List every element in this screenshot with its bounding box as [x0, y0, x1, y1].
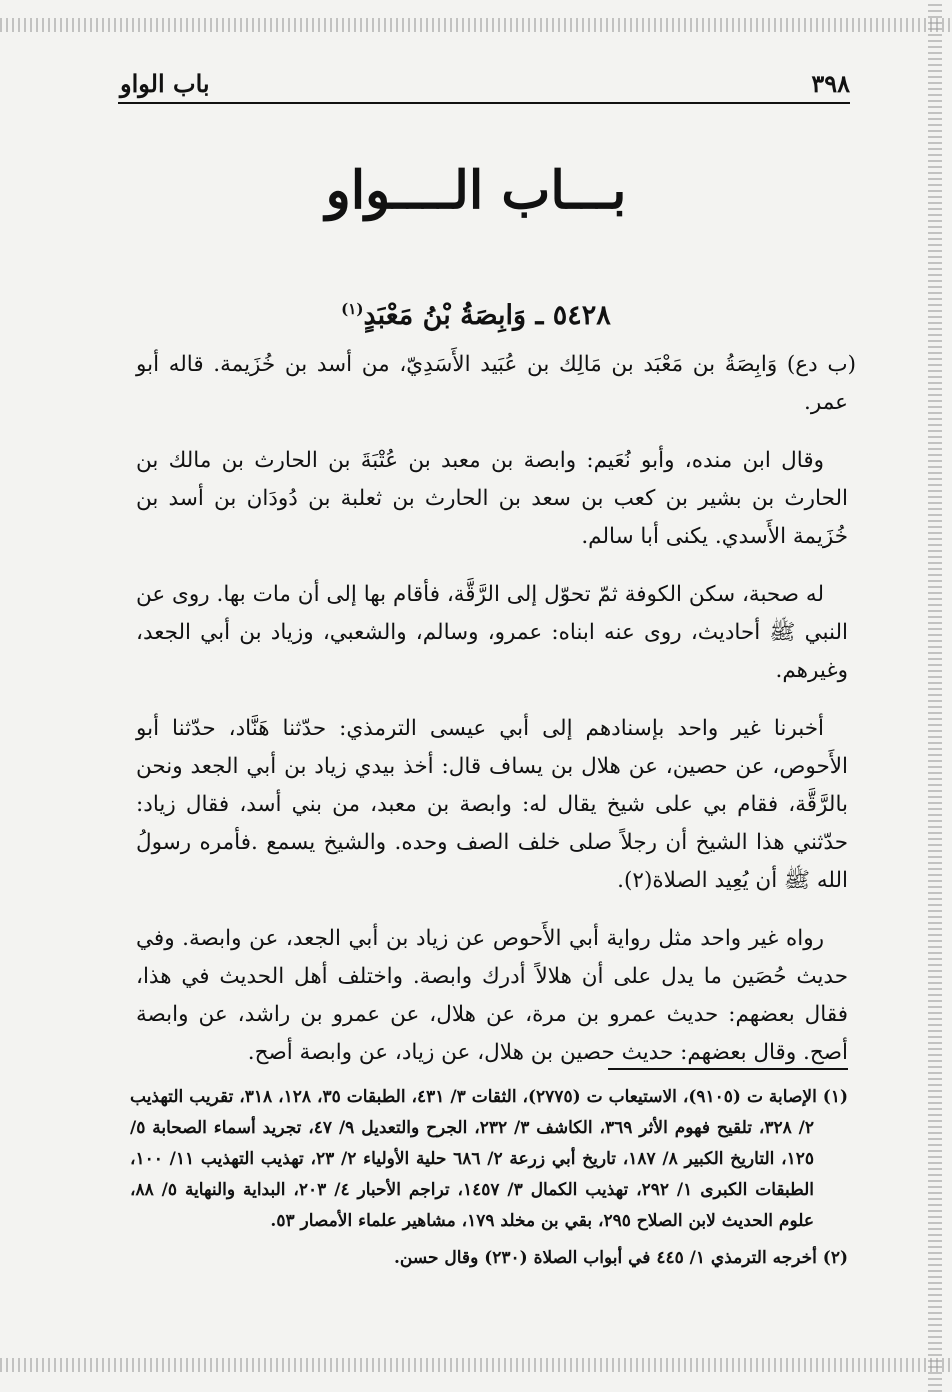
paragraph-3: له صحبة، سكن الكوفة ثمّ تحوّل إلى الرَّقَّة، فأقام بها إلى أن مات بها. روى عن النبي ﷺ أحاديث، روى عنه ابناه: عمرو، وسالم، والشعبي، وزياد بن أبي الجعد، وغيرهم.	[136, 582, 848, 683]
footnote-rule	[608, 1068, 848, 1070]
paragraph-2: وقال ابن منده، وأبو نُعَيم: وابصة بن معبد بن عُتْبَةَ بن الحارث بن مالك بن الحارث بن بشير بن كعب بن سعد بن الحارث بن ثعلبة بن دُودَان بن أسد بن خُزَيمة الأَسدي. يكنى أبا سالم.	[136, 448, 848, 549]
entry-title-footnote-ref: (١)	[341, 300, 364, 318]
paragraph-5: رواه غير واحد مثل رواية أبي الأَحوص عن زياد بن أبي الجعد، عن وابصة. وفي حديث حُصَين ما يدل على أن هلالاً أدرك وابصة. واختلف أهل الحديث في هذا، فقال بعضهم: حديث عمرو بن مرة، عن هلال، عن عمرو بن راشد، عن وابصة أصح. وقال بعضهم: حديث حصين بن هلال، عن زياد، عن وابصة أصح.	[136, 926, 848, 1065]
chapter-title: بـــاب الــــواو	[325, 160, 627, 221]
page-header	[120, 64, 850, 98]
footnote-2: (٢) أخرجه الترمذي ١/ ٤٤٥ في أبواب الصلاة (٢٣٠) وقال حسن.	[393, 1248, 848, 1268]
entry-title	[0, 300, 952, 331]
running-title: باب الواو	[120, 69, 210, 98]
entry-title-text: ٥٤٢٨ ـ وَابِصَةُ بْنُ مَعْبَدٍ	[363, 300, 611, 331]
footnote-1: (١) الإصابة ت (٩١٠٥)، الاستيعاب ت (٢٧٧٥)، الثقات ٣/ ٤٣١، الطبقات ٣٥، ١٢٨، ٣١٨، تقريب التهذيب ٢/ ٣٢٨، تلقيح فهوم الأثر ٣٦٩، الكاشف ٣/ ٢٣٢، الجرح والتعديل ٩/ ٤٧، تجريد أسماء الصحابة ٥/ ١٢٥، التاريخ الكبير ٨/ ١٨٧، تاريخ أبي زرعة ٢/ ٦٨٦ حلية الأولياء ٢/ ٢٣، تهذيب التهذيب ١١/ ١٠٠، الطبقات الكبرى ١/ ٢٩٢، تهذيب الكمال ٣/ ١٤٥٧، تراجم الأحبار ٤/ ٢٠٣، البداية والنهاية ٥/ ٨٨، علوم الحديث لابن الصلاح ٢٩٥، بقي بن مخلد ١٧٩، مشاهير علماء الأمصار ٥٣.	[130, 1087, 849, 1231]
page-number: ٣٩٨	[811, 69, 850, 98]
body-text	[136, 346, 856, 1092]
header-rule	[118, 102, 850, 104]
paragraph-4: أخبرنا غير واحد بإسنادهم إلى أبي عيسى الترمذي: حدّثنا هَنَّاد، حدّثنا أبو الأَحوص، عن حصين، عن هلال بن يساف قال: أخذ بيدي زياد بن أبي الجعد ونحن بالرَّقَّة، فقام بي على شيخ يقال له: وابصة بن معبد، من بني أسد، فقال زياد: حدّثني هذا الشيخ أن رجلاً صلى خلف الصف وحده. والشيخ يسمع .فأمره رسولُ الله ﷺ أن يُعِيد الصلاة(٢).	[136, 716, 848, 893]
footnotes	[130, 1082, 848, 1280]
paragraph-1: (ب دع) وَابِصَةُ بن مَعْبَد بن مَالِك بن عُبَيد الأَسَدِيّ، من أسد بن خُزَيمة. قاله أبو عمر.	[136, 352, 856, 415]
